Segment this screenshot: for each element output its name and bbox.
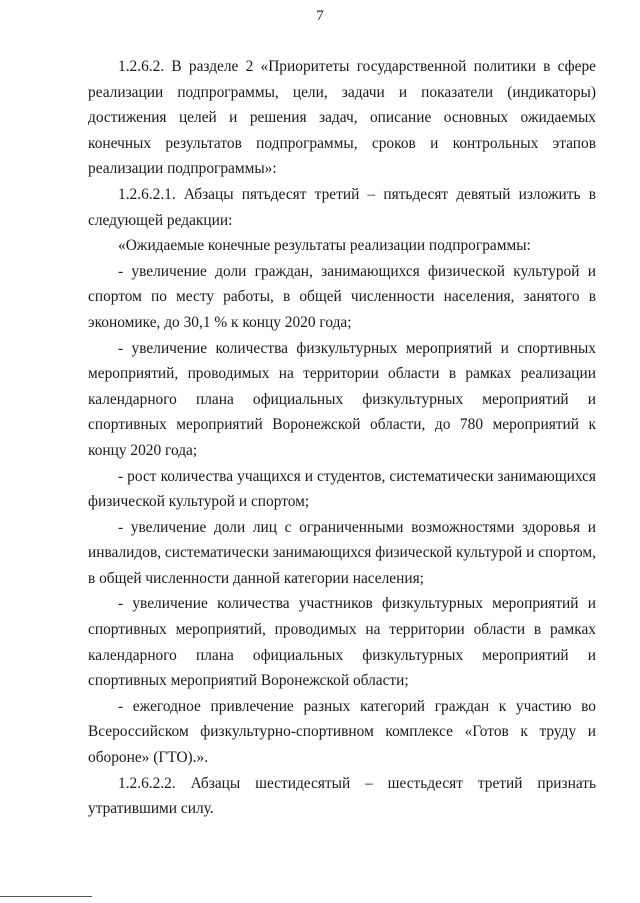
page-number: 7 bbox=[316, 8, 324, 24]
list-item-result-6: - ежегодное привлечение разных категорий граждан к участию во Всероссийском физкультурно-спортивном комплексе «Готов к труду и обороне» (ГТО).». bbox=[88, 697, 596, 767]
document-body bbox=[88, 54, 596, 822]
paragraph-repeal-instruction: 1.2.6.2.2. Абзацы шестидесятый – шестьдесят третий признать утратившими силу. bbox=[88, 774, 596, 818]
list-item-result-5: - увеличение количества участников физкультурных мероприятий и спортивных мероприятий, проводимых на территории области в рамках календарного плана официальных физкультурных мероприятий и спортивных мероприятий Воронежской области; bbox=[88, 595, 596, 690]
list-item-result-2: - увеличение количества физкультурных мероприятий и спортивных мероприятий, проводимых на территории области в рамках реализации календарного плана официальных физкультурных мероприятий и спортивных мероприятий Воронежской области, до 780 мероприятий к концу 2020 года; bbox=[88, 339, 596, 459]
paragraph-results-intro: «Ожидаемые конечные результаты реализации подпрограммы: bbox=[118, 237, 531, 255]
paragraph-section-heading: 1.2.6.2. В разделе 2 «Приоритеты государственной политики в сфере реализации подпрограммы, цели, задачи и показатели (индикаторы) достижения целей и решения задач, описание основных ожидаемых конечных результатов подпрограммы, сроков и контрольных этапов реализации подпрограммы»: bbox=[88, 58, 596, 178]
paragraph-amendment-instruction: 1.2.6.2.1. Абзацы пятьдесят третий – пятьдесят девятый изложить в следующей редакции: bbox=[88, 185, 596, 229]
list-item-result-4: - увеличение доли лиц с ограниченными возможностями здоровья и инвалидов, систематически занимающихся физической культурой и спортом, в общей численности данной категории населения; bbox=[88, 518, 596, 587]
list-item-result-1: - увеличение доли граждан, занимающихся физической культурой и спортом по месту работы, в общей численности населения, занятого в экономике, до 30,1 % к концу 2020 года; bbox=[88, 262, 596, 331]
footer-divider bbox=[0, 896, 92, 897]
list-item-result-3: - рост количества учащихся и студентов, систематически занимающихся физической культурой и спортом; bbox=[88, 467, 596, 511]
